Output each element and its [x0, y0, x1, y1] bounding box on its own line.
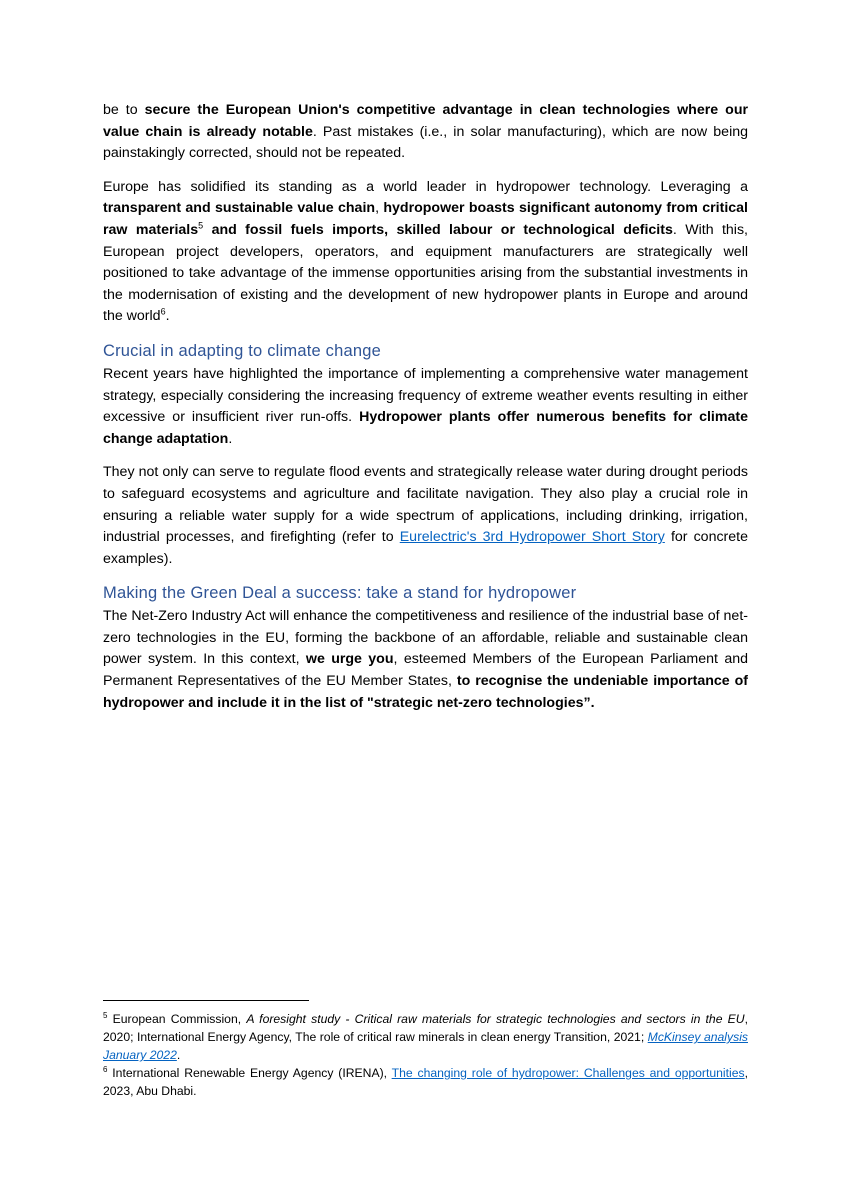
mckinsey-analysis-link[interactable]: McKinsey analysis January 2022 — [103, 1030, 748, 1062]
section-heading-green-deal: Making the Green Deal a success: take a stand for hydropower — [103, 584, 577, 603]
main-content — [103, 100, 748, 726]
irena-hydropower-link[interactable]: The changing role of hydropower: Challenges and opportunities — [391, 1066, 745, 1080]
bold-text: to recognise the undeniable importance of hydropower and include it in the list of "strategic net-zero technologies”. — [103, 673, 748, 711]
bold-text: Hydropower plants offer numerous benefits for climate change adaptation — [103, 409, 748, 447]
footnotes — [103, 1010, 748, 1100]
paragraph-competitive-advantage: be to secure the European Union's competitive advantage in clean technologies where our value chain is already notable. Past mistakes (i.e., in solar manufacturing), which are now being painstakingly corrected, should not be repeated. — [103, 102, 749, 162]
footnote-ref-5[interactable]: 5 — [198, 220, 204, 231]
section-heading-climate-change: Crucial in adapting to climate change — [103, 341, 381, 360]
bold-text: we urge you — [305, 651, 394, 668]
footnote-ref-6[interactable]: 6 — [160, 306, 166, 317]
paragraph-net-zero-industry-act: The Net-Zero Industry Act will enhance the competitiveness and resilience of the industrial base of net-zero technologies in the EU, forming the backbone of an affordable, reliable and sustainable clean power system. In this context, we urge you, esteemed Members of the European Parliament and Permanent Representatives of the EU Member States, to recognise the undeniable importance of hydropower and include it in the list of "strategic net-zero technologies”. — [103, 608, 748, 711]
bold-text: transparent and sustainable value chain — [103, 200, 376, 217]
paragraph-flood-regulation: They not only can serve to regulate flood events and strategically release water during drought periods to safeguard ecosystems and agriculture and facilitate navigation. They also play a crucial role in ensuring a reliable water supply for a wide spectrum of applications, including drinking, irrigation, industrial processes, and firefighting (refer to Eurelectric's 3rd Hydropower Short Story for concrete examples). — [103, 464, 749, 567]
paragraph-world-leader: Europe has solidified its standing as a world leader in hydropower technology. Leveraging a transparent and sustainable value chain, hydropower boasts significant autonomy from critical raw materials$^5$ and fossil fuels imports, skilled labour or technological deficits. With this, European project developers, operators, and equipment manufacturers are strategically well positioned to take advantage of the immense opportunities arising from the substantial investments in the modernisation of existing and the development of new hydropower plants in Europe and around the world$^6$. — [103, 178, 749, 325]
bold-text: hydropower boasts significant autonomy from critical raw materials — [103, 200, 749, 238]
footnote-6: $^6$ International Renewable Energy Agency (IRENA), The changing role of hydropower: Challenges and opportunities, 2023, Abu Dhabi. — [103, 1064, 748, 1098]
footnote-5: $^5$ European Commission, A foresight study - Critical raw materials for strategic technologies and sectors in the EU, 2020; International Energy Agency, The role of critical raw minerals in clean energy Transition, 2021; McKinsey analysis January 2022. — [103, 1010, 748, 1062]
bold-text: secure the European Union's competitive advantage in clean technologies where our value chain is already notable — [103, 102, 749, 140]
paragraph-water-management: Recent years have highlighted the importance of implementing a comprehensive water management strategy, especially considering the increasing frequency of extreme weather events resulting in either excessive or insufficient river run-offs. Hydropower plants offer numerous benefits for climate change adaptation. — [103, 365, 748, 447]
bold-text: and fossil fuels imports, skilled labour or technological deficits — [203, 221, 673, 238]
footnote-separator — [103, 1000, 309, 1001]
eurelectric-short-story-link[interactable]: Eurelectric's 3rd Hydropower Short Story — [399, 529, 665, 546]
